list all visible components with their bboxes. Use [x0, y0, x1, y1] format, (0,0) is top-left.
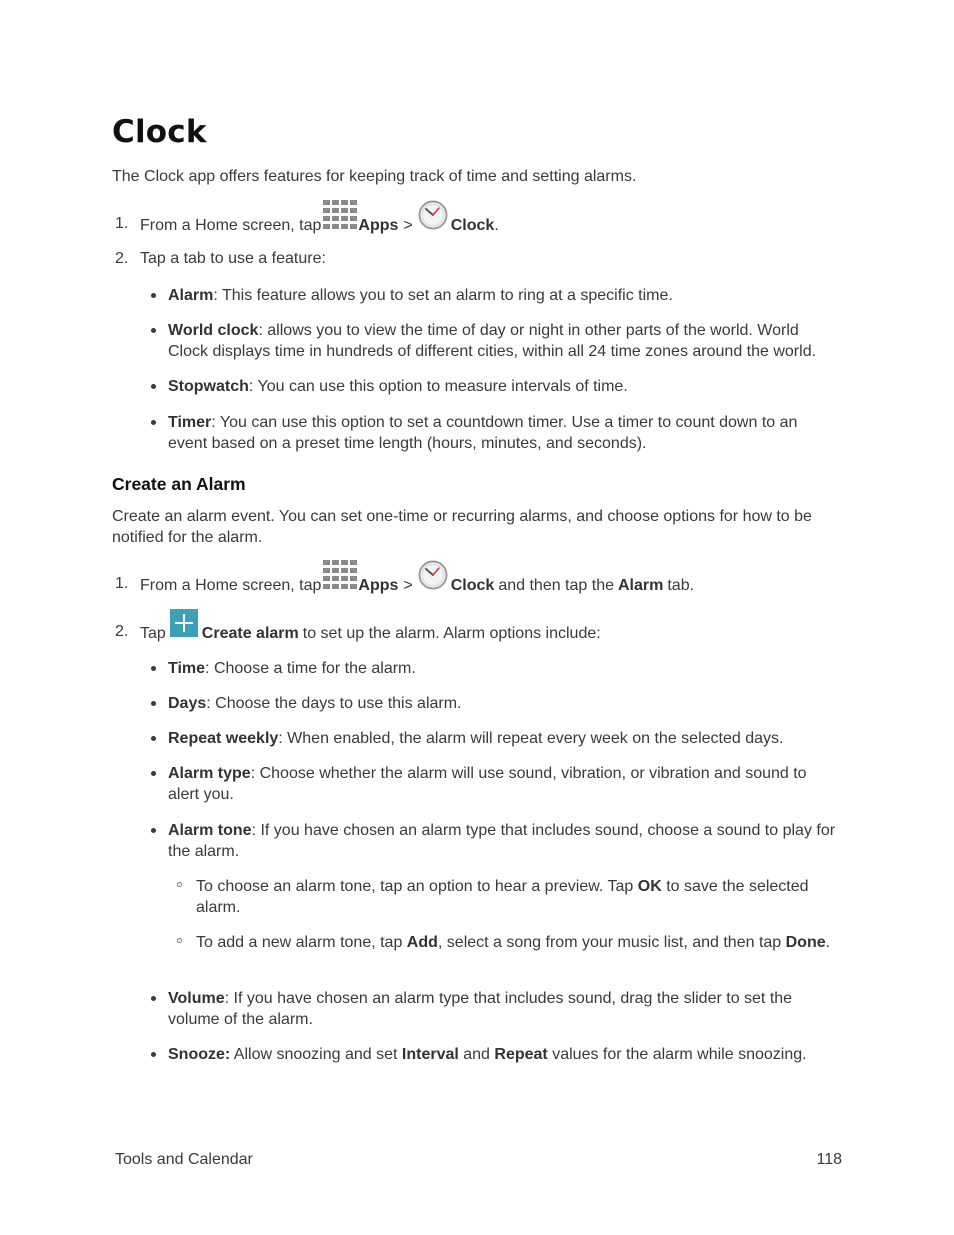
- feature-stopwatch: [168, 376, 840, 397]
- section-intro: Create an alarm event. You can set one-time or recurring alarms, and choose options for how to be notified for the alarm.: [112, 508, 812, 546]
- interval-label: Interval: [401, 1046, 459, 1063]
- option-days: [168, 693, 840, 714]
- desc: : If you have chosen an alarm type that includes sound, choose a sound to play for the alarm.: [168, 822, 836, 860]
- alarm-tab-label: Alarm: [617, 577, 664, 594]
- separator: >: [403, 577, 413, 594]
- bullet: [151, 771, 156, 776]
- intro-text: The Clock app offers features for keeping track of time and setting alarms.: [112, 168, 637, 185]
- option-snooze: [168, 1044, 840, 1065]
- feature-alarm: [168, 285, 840, 306]
- text: .: [825, 934, 831, 951]
- bullet: [151, 420, 156, 425]
- alarm-step-2-text: [140, 610, 601, 644]
- add-label: Add: [406, 934, 438, 951]
- term: Alarm tone: [168, 822, 252, 839]
- clock-icon: [418, 560, 448, 596]
- term: Snooze:: [168, 1046, 231, 1063]
- bullet: [151, 666, 156, 671]
- option-repeat-weekly: [168, 728, 840, 749]
- sub-bullet: [177, 938, 182, 943]
- punctuation: .: [494, 217, 499, 234]
- done-label: Done: [785, 934, 826, 951]
- bullet: [151, 828, 156, 833]
- feature-timer: [168, 412, 840, 454]
- desc: : Choose whether the alarm will use sound, vibration, or vibration and sound to alert you.: [168, 765, 807, 803]
- bullet: [151, 1052, 156, 1057]
- bullet: [151, 293, 156, 298]
- option-alarm-tone: [168, 820, 840, 862]
- step-text: and then tap the: [498, 577, 614, 594]
- term: World clock: [168, 322, 259, 339]
- bullet: [151, 996, 156, 1001]
- term: Time: [168, 660, 206, 677]
- step-text: From a Home screen, tap: [140, 217, 322, 234]
- option-alarm-type: [168, 763, 840, 805]
- ok-label: OK: [637, 878, 662, 895]
- option-volume: [168, 988, 840, 1030]
- sub-bullet: [177, 882, 182, 887]
- step-1-text: [140, 202, 499, 236]
- text: To choose an alarm tone, tap an option to hear a preview. Tap: [196, 878, 638, 895]
- term: Stopwatch: [168, 378, 249, 395]
- footer-section-title: Tools and Calendar: [115, 1151, 253, 1168]
- step-number: 2.: [115, 250, 129, 267]
- step-text: From a Home screen, tap: [140, 577, 322, 594]
- text: To add a new alarm tone, tap: [196, 934, 407, 951]
- bullet: [151, 736, 156, 741]
- apps-label: Apps: [358, 217, 399, 234]
- footer-page-number: 118: [816, 1151, 842, 1168]
- option-time: [168, 658, 840, 679]
- apps-icon: [323, 560, 358, 596]
- step-text: tab.: [667, 577, 695, 594]
- desc: : If you have chosen an alarm type that includes sound, drag the slider to set the volume of the alarm.: [168, 990, 793, 1028]
- bullet: [151, 701, 156, 706]
- clock-label: Clock: [450, 217, 495, 234]
- desc: : When enabled, the alarm will repeat every week on the selected days.: [278, 730, 784, 747]
- desc: : You can use this option to set a countdown timer. Use a timer to count down to an event based on a preset time length (hours, minutes, and seconds).: [168, 414, 798, 452]
- term: Alarm type: [168, 765, 251, 782]
- clock-label: Clock: [450, 577, 495, 594]
- clock-icon: [418, 200, 448, 236]
- text: values for the alarm while snoozing.: [547, 1046, 807, 1063]
- term: Alarm: [168, 287, 214, 304]
- desc: : Choose a time for the alarm.: [205, 660, 416, 677]
- separator: >: [403, 217, 413, 234]
- term: Repeat weekly: [168, 730, 279, 747]
- text: and: [458, 1046, 495, 1063]
- desc: : Choose the days to use this alarm.: [206, 695, 462, 712]
- page-title: Clock: [112, 114, 207, 150]
- feature-world-clock: [168, 320, 840, 362]
- plus-icon: [170, 608, 198, 644]
- step-text: to set up the alarm. Alarm options include:: [302, 625, 601, 642]
- desc: : This feature allows you to set an alarm to ring at a specific time.: [213, 287, 673, 304]
- step-number: 2.: [115, 623, 129, 640]
- term: Volume: [168, 990, 225, 1007]
- tone-sub-choose: [196, 876, 840, 918]
- bullet: [151, 328, 156, 333]
- step-number: 1.: [115, 215, 129, 232]
- create-alarm-label: Create alarm: [201, 625, 299, 642]
- desc: : You can use this option to measure intervals of time.: [248, 378, 628, 395]
- step-number: 1.: [115, 575, 129, 592]
- desc: : allows you to view the time of day or night in other parts of the world. World Clock displays time in hundreds of different cities, within all 24 time zones around the world.: [168, 322, 817, 360]
- text: Allow snoozing and set: [230, 1046, 402, 1063]
- repeat-label: Repeat: [494, 1046, 548, 1063]
- step-2-text: Tap a tab to use a feature:: [140, 250, 326, 267]
- step-text: Tap: [140, 625, 166, 642]
- text: to save the selected alarm.: [196, 878, 809, 916]
- apps-label: Apps: [358, 577, 399, 594]
- section-heading: Create an Alarm: [112, 474, 246, 494]
- alarm-step-1-text: [140, 562, 694, 596]
- term: Timer: [168, 414, 212, 431]
- term: Days: [168, 695, 207, 712]
- bullet: [151, 384, 156, 389]
- apps-icon: [323, 200, 358, 236]
- text: , select a song from your music list, and then tap: [437, 934, 786, 951]
- tone-sub-add: [196, 932, 840, 953]
